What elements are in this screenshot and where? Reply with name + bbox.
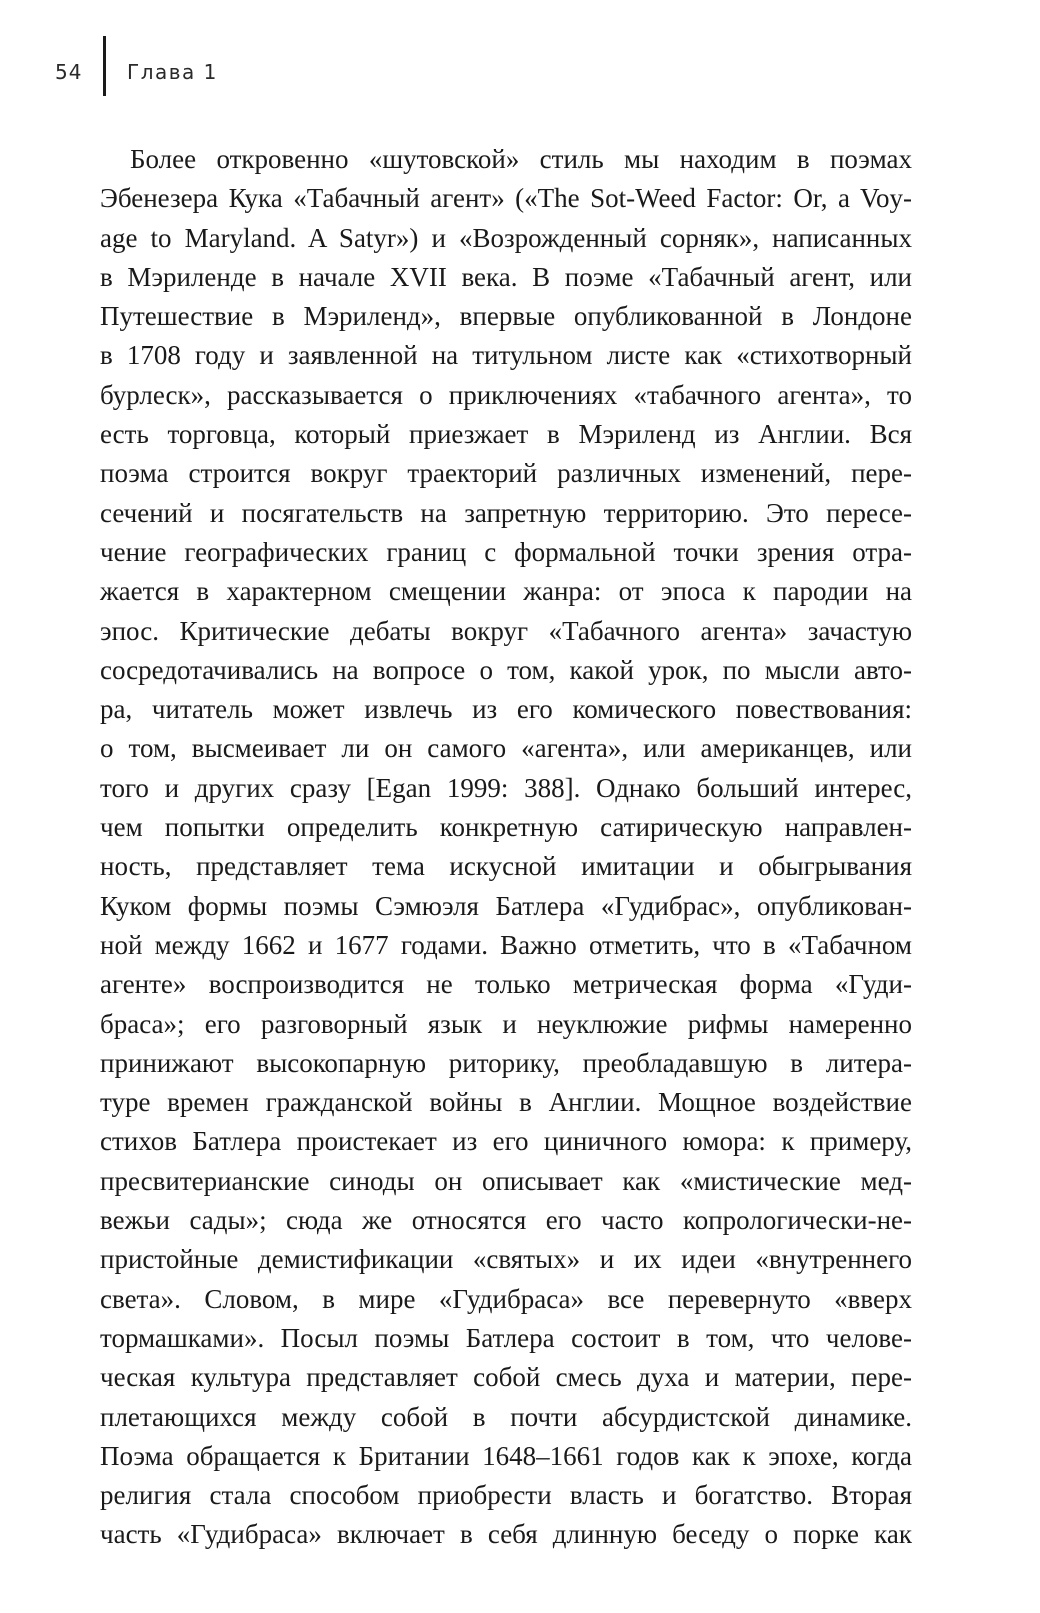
header-divider bbox=[103, 36, 106, 96]
text-line: Куком формы поэмы Сэмюэля Батлера «Гудибрас», опубликован- bbox=[100, 890, 912, 921]
text-line: пресвитерианские синоды он описывает как «мистические мед- bbox=[100, 1165, 912, 1196]
text-line: Эбенезера Кука «Табачный агент» («The Sot-Weed Factor: Or, a Voy- bbox=[100, 183, 912, 214]
text-line: туре времен гражданской войны в Англии. Мощное воздействие bbox=[100, 1087, 912, 1118]
page-number: 54 bbox=[55, 60, 83, 84]
text-line: age to Maryland. A Satyr») и «Возрожденный сорняк», написанных bbox=[100, 222, 912, 253]
text-line: сосредотачивались на вопросе о том, какой урок, по мысли авто- bbox=[100, 654, 912, 685]
text-line: стихов Батлера проистекает из его циничного юмора: к примеру, bbox=[100, 1126, 912, 1157]
text-line: есть торговца, который приезжает в Мэриленд из Англии. Вся bbox=[100, 419, 912, 450]
text-line: сечений и посягательств на запретную территорию. Это пересе- bbox=[100, 497, 912, 528]
text-line: света». Словом, в мире «Гудибраса» все перевернуто «вверх bbox=[100, 1283, 912, 1314]
text-line: вежьи сады»; сюда же относятся его часто копрологически-не- bbox=[100, 1205, 912, 1236]
text-line: того и других сразу [Egan 1999: 388]. Однако больший интерес, bbox=[100, 772, 912, 803]
running-head bbox=[0, 0, 1040, 110]
text-line: поэма строится вокруг траекторий различных изменений, пере- bbox=[100, 458, 912, 489]
text-line: о том, высмеивает ли он самого «агента», или американцев, или bbox=[100, 733, 912, 764]
text-line: ной между 1662 и 1677 годами. Важно отметить, что в «Табачном bbox=[100, 929, 912, 960]
text-line: эпос. Критические дебаты вокруг «Табачного агента» зачастую bbox=[100, 615, 912, 646]
text-line: плетающихся между собой в почти абсурдистской динамике. bbox=[100, 1401, 912, 1432]
text-line: ческая культура представляет собой смесь духа и материи, пере- bbox=[100, 1362, 912, 1393]
text-line: часть «Гудибраса» включает в себя длинную беседу о порке как bbox=[100, 1519, 912, 1550]
text-line: жается в характерном смещении жанра: от эпоса к пародии на bbox=[100, 576, 912, 607]
body-paragraph bbox=[100, 140, 912, 1555]
text-line: принижают высокопарную риторику, преобладавшую в литера- bbox=[100, 1047, 912, 1078]
text-line: Более откровенно «шутовской» стиль мы находим в поэмах bbox=[130, 144, 912, 174]
text-line: пристойные демистификации «святых» и их идеи «внутреннего bbox=[100, 1244, 912, 1275]
text-line: браса»; его разговорный язык и неуклюжие рифмы намеренно bbox=[100, 1008, 912, 1039]
text-line: в Мэриленде в начале XVII века. В поэме «Табачный агент, или bbox=[100, 261, 912, 292]
text-line: в 1708 году и заявленной на титульном листе как «стихотворный bbox=[100, 340, 912, 371]
text-line: чение географических границ с формальной точки зрения отра- bbox=[100, 536, 912, 567]
text-line: религия стала способом приобрести власть и богатство. Вторая bbox=[100, 1480, 912, 1511]
text-line: тормашками». Посыл поэмы Батлера состоит в том, что челове- bbox=[100, 1322, 912, 1353]
text-line: Поэма обращается к Британии 1648–1661 годов как к эпохе, когда bbox=[100, 1440, 912, 1471]
text-line: ра, читатель может извлечь из его комического повествования: bbox=[100, 694, 912, 725]
chapter-title: Глава 1 bbox=[127, 60, 218, 84]
text-line: Путешествие в Мэриленд», впервые опубликованной в Лондоне bbox=[100, 301, 912, 332]
text-line: чем попытки определить конкретную сатирическую направлен- bbox=[100, 812, 912, 843]
text-line: ность, представляет тема искусной имитации и обыгрывания bbox=[100, 851, 912, 882]
text-line: агенте» воспроизводится не только метрическая форма «Гуди- bbox=[100, 969, 912, 1000]
text-line: бурлеск», рассказывается о приключениях «табачного агента», то bbox=[100, 379, 912, 410]
